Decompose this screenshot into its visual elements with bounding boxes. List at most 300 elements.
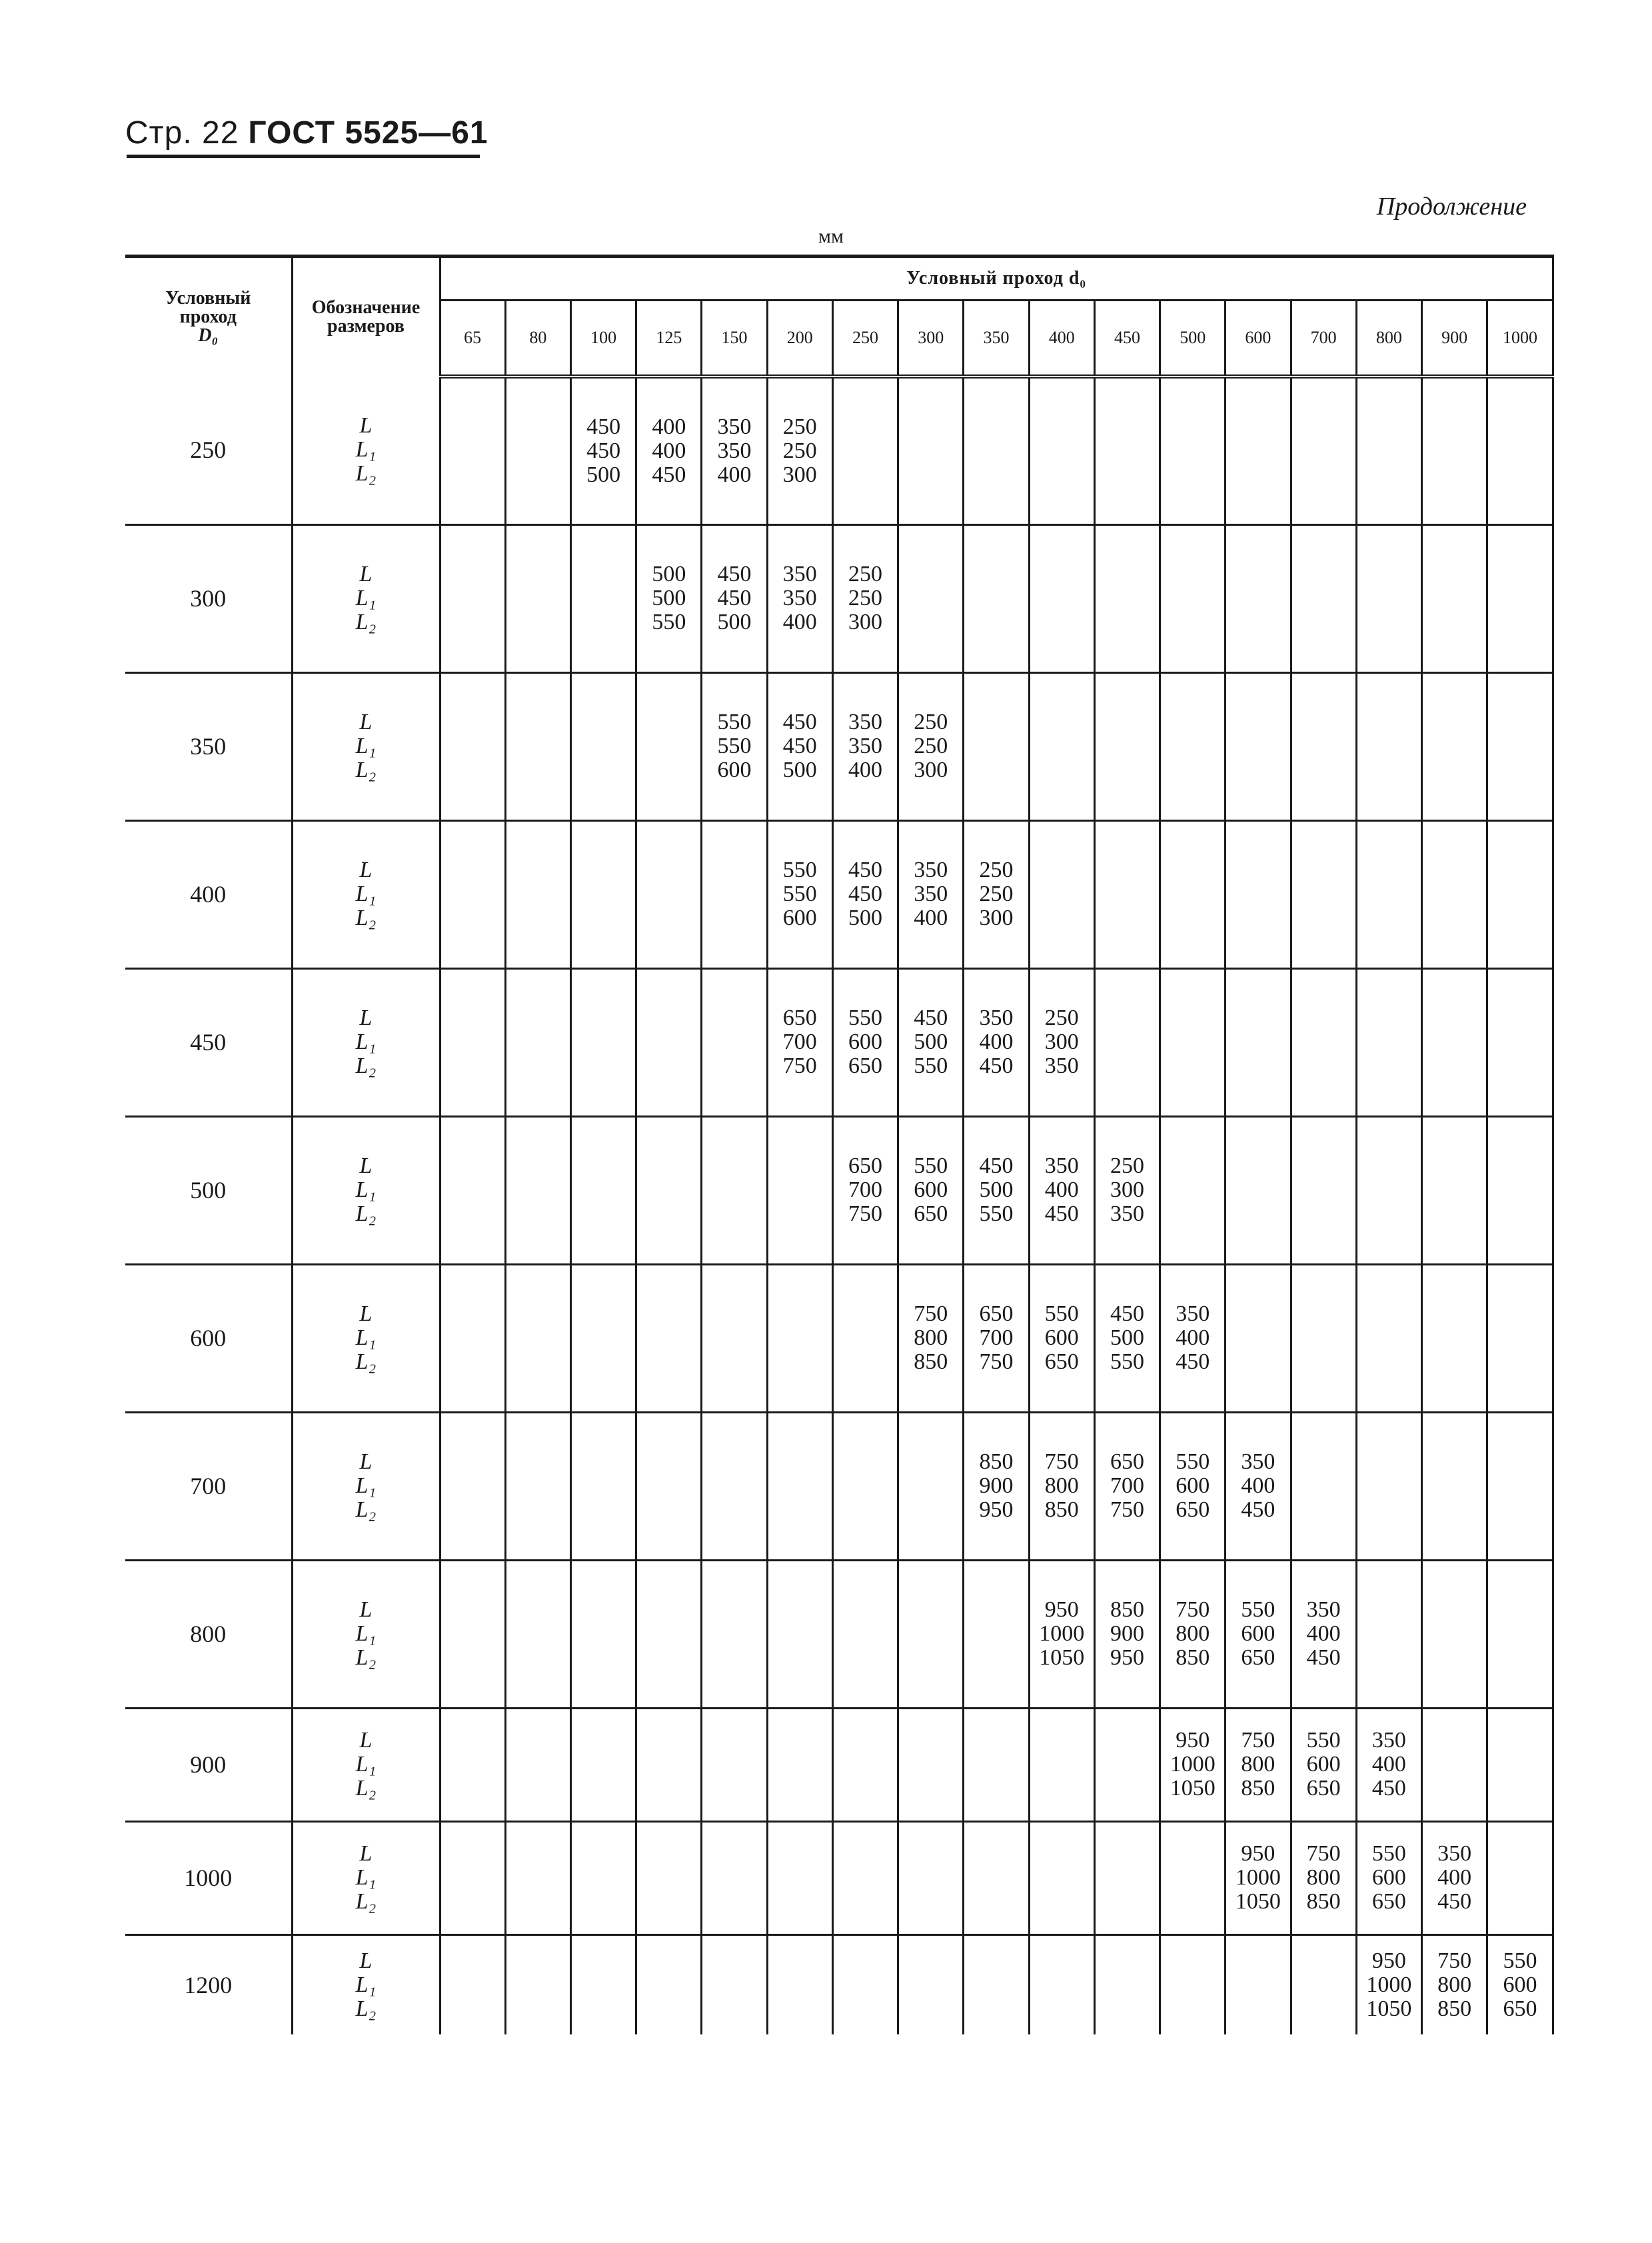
table-cell (570, 820, 636, 968)
cell-value: 350 (1044, 1153, 1079, 1178)
table-cell (964, 1412, 1029, 1560)
table-cell (1094, 524, 1160, 672)
col-header-d-450: 450 (1094, 301, 1160, 377)
table-cell (440, 820, 505, 968)
table-cell (1422, 1560, 1487, 1708)
row-D0-value: 1200 (125, 1934, 292, 2034)
table-cell (1029, 1264, 1094, 1412)
table-cell (1422, 1821, 1487, 1934)
row-dimension-labels (292, 1708, 440, 1821)
table-cell (440, 1821, 505, 1934)
group-header-d0: Условный проход d₀ (440, 257, 1553, 301)
cell-value: 500 (848, 906, 883, 930)
cell-value: 450 (1176, 1349, 1210, 1374)
table-head (125, 257, 1553, 377)
cell-value: 450 (848, 882, 883, 906)
table-cell (505, 820, 570, 968)
cell-value: 750 (1241, 1728, 1275, 1753)
cell-value: 500 (717, 610, 752, 634)
col-header-d-300: 300 (898, 301, 964, 377)
table-cell (440, 1412, 505, 1560)
table-cell (440, 376, 505, 524)
col-header-d-100: 100 (570, 301, 636, 377)
cell-value: 300 (848, 610, 883, 634)
cell-value: 550 (717, 710, 752, 734)
row-dimension-labels (292, 820, 440, 968)
row-dimension-labels (292, 524, 440, 672)
table-cell (1422, 1116, 1487, 1264)
dimension-label: L₂ (355, 758, 377, 782)
cell-value: 600 (848, 1030, 883, 1054)
cell-value: 350 (1306, 1597, 1341, 1622)
table-cell (1487, 376, 1553, 524)
col-header-D0-line2: проход (179, 307, 237, 327)
table-cell (1029, 524, 1094, 672)
table-cell (1291, 1934, 1356, 2034)
cell-value: 550 (1503, 1948, 1537, 1973)
row-dimension-labels (292, 968, 440, 1116)
table-cell (1356, 672, 1421, 820)
table-cell (505, 1708, 570, 1821)
cell-value: 800 (914, 1325, 948, 1350)
cell-value: 400 (1371, 1752, 1406, 1777)
table-cell (1291, 1821, 1356, 1934)
table-cell (570, 1560, 636, 1708)
table-cell (636, 1264, 702, 1412)
cell-value: 500 (652, 562, 686, 586)
table-cell (702, 1116, 767, 1264)
table-cell (1160, 1264, 1226, 1412)
table-cell (964, 376, 1029, 524)
table-cell (1356, 1708, 1421, 1821)
cell-value: 450 (979, 1153, 1014, 1178)
page-label: Стр. 22 (125, 115, 239, 151)
dimension-label: L₂ (355, 1201, 377, 1226)
cell-value: 1000 (1366, 1972, 1412, 1997)
table-cell (767, 1934, 832, 2034)
table-cell (1226, 672, 1291, 820)
cell-value: 550 (914, 1054, 948, 1078)
table-cell (702, 820, 767, 968)
table-cell (898, 376, 964, 524)
table-cell (898, 1708, 964, 1821)
cell-value: 850 (1176, 1645, 1210, 1670)
cell-value: 350 (717, 438, 752, 463)
table-cell (1356, 524, 1421, 672)
cell-value: 500 (914, 1030, 948, 1054)
cell-value: 800 (1044, 1473, 1079, 1498)
col-header-d-900: 900 (1422, 301, 1487, 377)
table-cell (964, 672, 1029, 820)
cell-value: 550 (1044, 1301, 1079, 1326)
table-cell (1487, 1412, 1553, 1560)
row-D0-value: 800 (125, 1560, 292, 1708)
table-cell (898, 820, 964, 968)
cell-value: 600 (1176, 1473, 1210, 1498)
cell-value: 400 (848, 758, 883, 782)
table-cell (1422, 524, 1487, 672)
table-cell (1029, 820, 1094, 968)
table-cell (964, 1934, 1029, 2034)
row-D0-value: 400 (125, 820, 292, 968)
table-cell (505, 1934, 570, 2034)
table-cell (1487, 1708, 1553, 1821)
cell-value: 300 (1110, 1177, 1144, 1202)
cell-value: 900 (1110, 1621, 1144, 1646)
table-cell (1160, 376, 1226, 524)
col-header-d-1000: 1000 (1487, 301, 1553, 377)
table-cell (767, 1560, 832, 1708)
table-cell (440, 1560, 505, 1708)
cell-value: 400 (1241, 1473, 1275, 1498)
row-dimension-labels (292, 1560, 440, 1708)
dimension-label: L (359, 1449, 373, 1474)
cell-value: 400 (1437, 1865, 1472, 1890)
cell-value: 250 (782, 438, 817, 463)
table-cell (1226, 1412, 1291, 1560)
cell-value: 550 (782, 858, 817, 882)
table-cell (1291, 524, 1356, 672)
page-header (125, 115, 488, 151)
table-cell (702, 672, 767, 820)
table-cell (636, 968, 702, 1116)
table-cell (964, 1821, 1029, 1934)
cell-value: 450 (586, 414, 621, 439)
table-cell (636, 1708, 702, 1821)
cell-value: 500 (586, 462, 621, 487)
cell-value: 950 (1044, 1597, 1079, 1622)
table-cell (1094, 968, 1160, 1116)
table-cell (964, 1708, 1029, 1821)
cell-value: 450 (652, 462, 686, 487)
table-cell (1029, 376, 1094, 524)
continuation-label: Продолжение (1376, 193, 1527, 221)
table-cell (964, 820, 1029, 968)
cell-value: 850 (1437, 1996, 1472, 2021)
table-cell (636, 376, 702, 524)
cell-value: 650 (782, 1006, 817, 1030)
table-cell (570, 1412, 636, 1560)
cell-value: 600 (1503, 1972, 1537, 1997)
table-cell (1422, 672, 1487, 820)
cell-value: 550 (1110, 1349, 1144, 1374)
cell-value: 450 (717, 562, 752, 586)
row-D0-value: 300 (125, 524, 292, 672)
cell-value: 400 (1176, 1325, 1210, 1350)
cell-value: 800 (1241, 1752, 1275, 1777)
table-cell (767, 376, 832, 524)
table-row (125, 376, 1553, 524)
cell-value: 750 (1110, 1497, 1144, 1522)
row-D0-value: 500 (125, 1116, 292, 1264)
cell-value: 600 (717, 758, 752, 782)
cell-value: 550 (979, 1201, 1014, 1226)
cell-value: 500 (652, 586, 686, 610)
dimension-label: L₂ (355, 1889, 377, 1914)
table-cell (832, 1934, 898, 2034)
table-cell (832, 1821, 898, 1934)
table-cell (1356, 1412, 1421, 1560)
table-cell (1029, 1821, 1094, 1934)
col-header-dimensions (292, 257, 440, 377)
cell-value: 400 (1306, 1621, 1341, 1646)
table-cell (898, 1821, 964, 1934)
table-cell (570, 1708, 636, 1821)
table-cell (1094, 376, 1160, 524)
table-cell (440, 524, 505, 672)
cell-value: 250 (848, 562, 883, 586)
table-cell (1029, 1560, 1094, 1708)
cell-value: 650 (1306, 1776, 1341, 1801)
cell-value: 650 (848, 1153, 883, 1178)
cell-value: 700 (782, 1030, 817, 1054)
table-cell (898, 968, 964, 1116)
cell-value: 350 (1044, 1054, 1079, 1078)
table-cell (702, 524, 767, 672)
cell-value: 350 (1371, 1728, 1406, 1753)
dimension-label: L₂ (355, 1776, 377, 1801)
cell-value: 450 (1110, 1301, 1144, 1326)
cell-value: 700 (1110, 1473, 1144, 1498)
cell-value: 500 (1110, 1325, 1144, 1350)
col-header-d-500: 500 (1160, 301, 1226, 377)
cell-value: 550 (1371, 1841, 1406, 1866)
cell-value: 550 (1306, 1728, 1341, 1753)
cell-value: 550 (1176, 1449, 1210, 1474)
row-D0-value: 1000 (125, 1821, 292, 1934)
table-cell (1422, 1264, 1487, 1412)
row-dimension-labels (292, 376, 440, 524)
dimension-label: L₁ (355, 1752, 377, 1777)
col-header-dim-line1: Обозначение (311, 297, 420, 318)
cell-value: 500 (782, 758, 817, 782)
table-cell (1291, 968, 1356, 1116)
table-cell (636, 1934, 702, 2034)
cell-value: 450 (1306, 1645, 1341, 1670)
table-cell (636, 820, 702, 968)
table-cell (570, 1116, 636, 1264)
table-cell (898, 1934, 964, 2034)
col-header-d-800: 800 (1356, 301, 1421, 377)
table-cell (440, 1708, 505, 1821)
table-cell (832, 524, 898, 672)
table-cell (1487, 1264, 1553, 1412)
table-cell (702, 1821, 767, 1934)
table-cell (1291, 1116, 1356, 1264)
cell-value: 750 (848, 1201, 883, 1226)
dimension-label: L (359, 1597, 373, 1622)
table-cell (1291, 820, 1356, 968)
table-cell (1226, 1116, 1291, 1264)
dimension-label: L (359, 1948, 373, 1973)
cell-value: 750 (1437, 1948, 1472, 1973)
table-cell (832, 820, 898, 968)
cell-value: 750 (782, 1054, 817, 1078)
cell-value: 450 (848, 858, 883, 882)
table-cell (505, 672, 570, 820)
table-cell (1422, 1934, 1487, 2034)
table-cell (1356, 1264, 1421, 1412)
table-cell (1029, 1412, 1094, 1560)
table-cell (832, 1708, 898, 1821)
cell-value: 600 (1241, 1621, 1275, 1646)
table-cell (832, 672, 898, 820)
cell-value: 800 (1176, 1621, 1210, 1646)
table-cell (832, 1116, 898, 1264)
cell-value: 550 (652, 610, 686, 634)
table-cell (1291, 1560, 1356, 1708)
cell-value: 300 (782, 462, 817, 487)
table-cell (1160, 1560, 1226, 1708)
cell-value: 750 (1044, 1449, 1079, 1474)
cell-value: 950 (1110, 1645, 1144, 1670)
table-cell (505, 524, 570, 672)
cell-value: 350 (1437, 1841, 1472, 1866)
dimension-label: L₁ (355, 1972, 377, 1997)
table-cell (636, 1821, 702, 1934)
table-cell (1422, 376, 1487, 524)
cell-value: 350 (848, 734, 883, 758)
table-cell (832, 1264, 898, 1412)
table-cell (1226, 1264, 1291, 1412)
col-header-d-200: 200 (767, 301, 832, 377)
cell-value: 300 (979, 906, 1014, 930)
table-cell (1160, 672, 1226, 820)
table-cell (570, 968, 636, 1116)
table-cell (505, 1116, 570, 1264)
table-cell (1226, 1934, 1291, 2034)
dimension-label: L₂ (355, 610, 377, 634)
cell-value: 600 (1044, 1325, 1079, 1350)
dimension-label: L (359, 858, 373, 882)
cell-value: 450 (1241, 1497, 1275, 1522)
cell-value: 250 (979, 858, 1014, 882)
dimension-label: L (359, 413, 373, 438)
cell-value: 600 (1306, 1752, 1341, 1777)
table-cell (898, 524, 964, 672)
cell-value: 950 (979, 1497, 1014, 1522)
table-cell (440, 1116, 505, 1264)
table-cell (964, 1560, 1029, 1708)
cell-value: 800 (1306, 1865, 1341, 1890)
cell-value: 450 (1371, 1776, 1406, 1801)
table-cell (767, 1116, 832, 1264)
table-cell (1029, 1708, 1094, 1821)
table-cell (1487, 672, 1553, 820)
cell-value: 650 (979, 1301, 1014, 1326)
standard-number: ГОСТ 5525—61 (248, 115, 488, 151)
table-cell (1160, 1412, 1226, 1560)
table-cell (964, 524, 1029, 672)
cell-value: 400 (652, 414, 686, 439)
dimension-label: L₂ (355, 1996, 377, 2021)
cell-value: 650 (1371, 1889, 1406, 1914)
col-header-d-350: 350 (964, 301, 1029, 377)
cell-value: 750 (914, 1301, 948, 1326)
table-cell (1226, 1708, 1291, 1821)
table-cell (767, 524, 832, 672)
cell-value: 300 (914, 758, 948, 782)
table-cell (898, 1116, 964, 1264)
table-cell (767, 672, 832, 820)
table-cell (898, 1264, 964, 1412)
col-header-d-700: 700 (1291, 301, 1356, 377)
table-cell (1356, 820, 1421, 968)
row-D0-value: 350 (125, 672, 292, 820)
cell-value: 350 (1110, 1201, 1144, 1226)
table-cell (767, 820, 832, 968)
cell-value: 1000 (1235, 1865, 1281, 1890)
cell-value: 400 (914, 906, 948, 930)
row-dimension-labels (292, 1934, 440, 2034)
dimension-label: L₁ (355, 882, 377, 906)
table-cell (1487, 1821, 1553, 1934)
cell-value: 650 (914, 1201, 948, 1226)
cell-value: 850 (1306, 1889, 1341, 1914)
dimensions-table (125, 255, 1554, 2034)
table-cell (570, 1821, 636, 1934)
table-cell (636, 1560, 702, 1708)
col-header-d-150: 150 (702, 301, 767, 377)
table-cell (964, 1116, 1029, 1264)
cell-value: 450 (914, 1006, 948, 1030)
cell-value: 900 (979, 1473, 1014, 1498)
table-cell (1226, 376, 1291, 524)
row-dimension-labels (292, 1412, 440, 1560)
dimension-label: L (359, 562, 373, 586)
cell-value: 850 (914, 1349, 948, 1374)
table-cell (1422, 1412, 1487, 1560)
cell-value: 500 (979, 1177, 1014, 1202)
cell-value: 450 (979, 1054, 1014, 1078)
table-cell (1487, 820, 1553, 968)
cell-value: 250 (848, 586, 883, 610)
dimension-label: L₁ (355, 586, 377, 610)
cell-value: 550 (717, 734, 752, 758)
cell-value: 300 (1044, 1030, 1079, 1054)
table-cell (702, 1560, 767, 1708)
table-cell (505, 1264, 570, 1412)
col-header-d-400: 400 (1029, 301, 1094, 377)
cell-value: 250 (1044, 1006, 1079, 1030)
table-cell (898, 1560, 964, 1708)
table-cell (1160, 1934, 1226, 2034)
table-row (125, 1560, 1553, 1708)
cell-value: 350 (848, 710, 883, 734)
dimension-label: L₁ (355, 734, 377, 758)
table-cell (1160, 524, 1226, 672)
table-cell (1094, 1264, 1160, 1412)
table-row (125, 1264, 1553, 1412)
dimension-label: L₂ (355, 906, 377, 930)
cell-value: 350 (979, 1006, 1014, 1030)
table-cell (1160, 1821, 1226, 1934)
row-dimension-labels (292, 1116, 440, 1264)
cell-value: 400 (782, 610, 817, 634)
cell-value: 450 (1437, 1889, 1472, 1914)
row-dimension-labels (292, 1264, 440, 1412)
table-cell (1029, 1116, 1094, 1264)
cell-value: 750 (1306, 1841, 1341, 1866)
cell-value: 550 (1241, 1597, 1275, 1622)
table-cell (1291, 1708, 1356, 1821)
table-cell (1226, 1560, 1291, 1708)
table-cell (505, 968, 570, 1116)
table-cell (702, 1708, 767, 1821)
cell-value: 600 (914, 1177, 948, 1202)
table-cell (1487, 1116, 1553, 1264)
table-cell (832, 968, 898, 1116)
